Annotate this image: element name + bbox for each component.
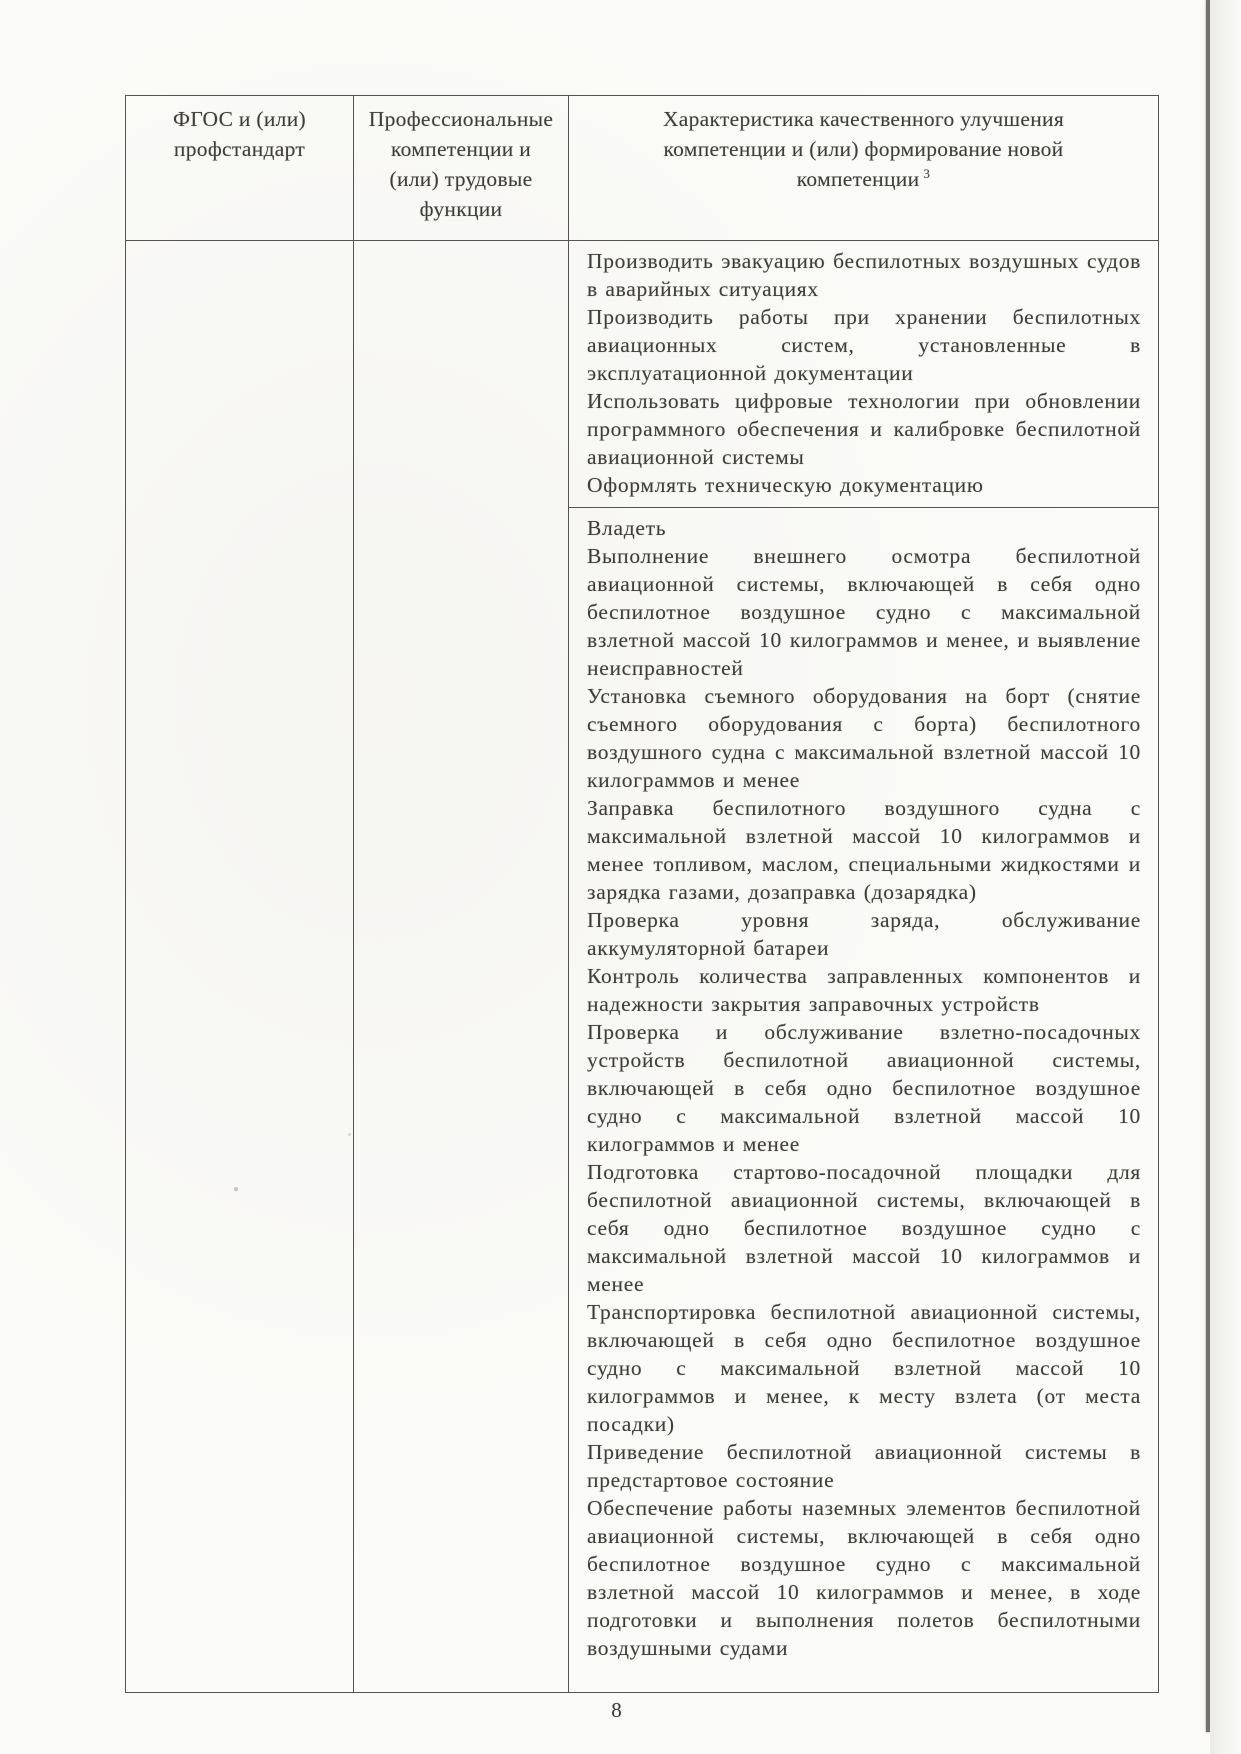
- header-label: ФГОС и (или) профстандарт: [173, 107, 306, 161]
- table-cell-paragraph: Использовать цифровые технологии при обновлении программного обеспечения и калибровке беспилотной авиационной системы: [587, 389, 1141, 469]
- table-cell-paragraph: Производить работы при хранении беспилотных авиационных систем, установленные в эксплуатационной документации: [587, 305, 1141, 385]
- table-cell-paragraph: Приведение беспилотной авиационной системы в предстартовое состояние: [587, 1440, 1141, 1492]
- page-number: 8: [611, 1698, 622, 1722]
- table-cell-paragraph: Транспортировка беспилотной авиационной системы, включающей в себя одно беспилотное воздушное судно с максимальной взлетной массой 10 килограммов и менее, к месту взлета (от места посадки): [587, 1300, 1141, 1436]
- header-characteristic-improvement: [569, 96, 1159, 241]
- table-cell-paragraph: Производить эвакуацию беспилотных воздушных судов в аварийных ситуациях: [587, 249, 1141, 301]
- table-cell-paragraph: Владеть: [587, 516, 667, 540]
- cell-fgos-empty: [126, 241, 354, 1693]
- cell-competencies-empty: [354, 241, 569, 1693]
- cell-characteristics-possess: [569, 508, 1159, 1693]
- header-professional-competencies: [354, 96, 569, 241]
- scan-edge-band: [1210, 0, 1241, 1754]
- table-cell-paragraph: Оформлять техническую документацию: [587, 473, 984, 497]
- table-cell-paragraph: Проверка уровня заряда, обслуживание аккумуляторной батареи: [587, 908, 1141, 960]
- footnote-reference: 3: [923, 165, 931, 181]
- table-cell-paragraph: Выполнение внешнего осмотра беспилотной авиационной системы, включающей в себя одно беспилотное воздушное судно с максимальной взлетной массой 10 килограммов и менее, и выявление неисправностей: [587, 544, 1141, 680]
- table-row: [126, 241, 1159, 508]
- competency-table: [125, 95, 1159, 1693]
- table-cell-paragraph: Установка съемного оборудования на борт (снятие съемного оборудования с борта) беспилотного воздушного судна с максимальной взлетной массой 10 килограммов и менее: [587, 684, 1141, 792]
- table-cell-paragraph: Подготовка стартово-посадочной площадки для беспилотной авиационной системы, включающей в себя одно беспилотное воздушное судно с максимальной взлетной массой 10 килограммов и менее: [587, 1160, 1141, 1296]
- table-cell-paragraph: Проверка и обслуживание взлетно-посадочных устройств беспилотной авиационной системы, включающей в себя одно беспилотное воздушное судно с максимальной взлетной массой 10 килограммов и менее: [587, 1020, 1141, 1156]
- table-header-row: [126, 96, 1159, 241]
- table-cell-paragraph: Обеспечение работы наземных элементов беспилотной авиационной системы, включающей в себя одно беспилотное воздушное судно с максимальной взлетной массой 10 килограммов и менее, в ходе подготовки и выполнения полетов беспилотными воздушными судами: [587, 1496, 1141, 1660]
- header-label: Профессиональные компетенции и (или) трудовые функции: [368, 107, 554, 221]
- table-cell-paragraph: Контроль количества заправленных компонентов и надежности закрытия заправочных устройств: [587, 964, 1141, 1016]
- cell-characteristics-skills: [569, 241, 1159, 508]
- table-cell-paragraph: Заправка беспилотного воздушного судна с максимальной взлетной массой 10 килограммов и менее топливом, маслом, специальными жидкостями и зарядка газами, дозаправка (дозарядка): [587, 796, 1141, 904]
- header-label: Характеристика качественного улучшения компетенции и (или) формирование новой компетенции $^3$: [662, 107, 1065, 191]
- header-fgos-profstandard: [126, 96, 354, 241]
